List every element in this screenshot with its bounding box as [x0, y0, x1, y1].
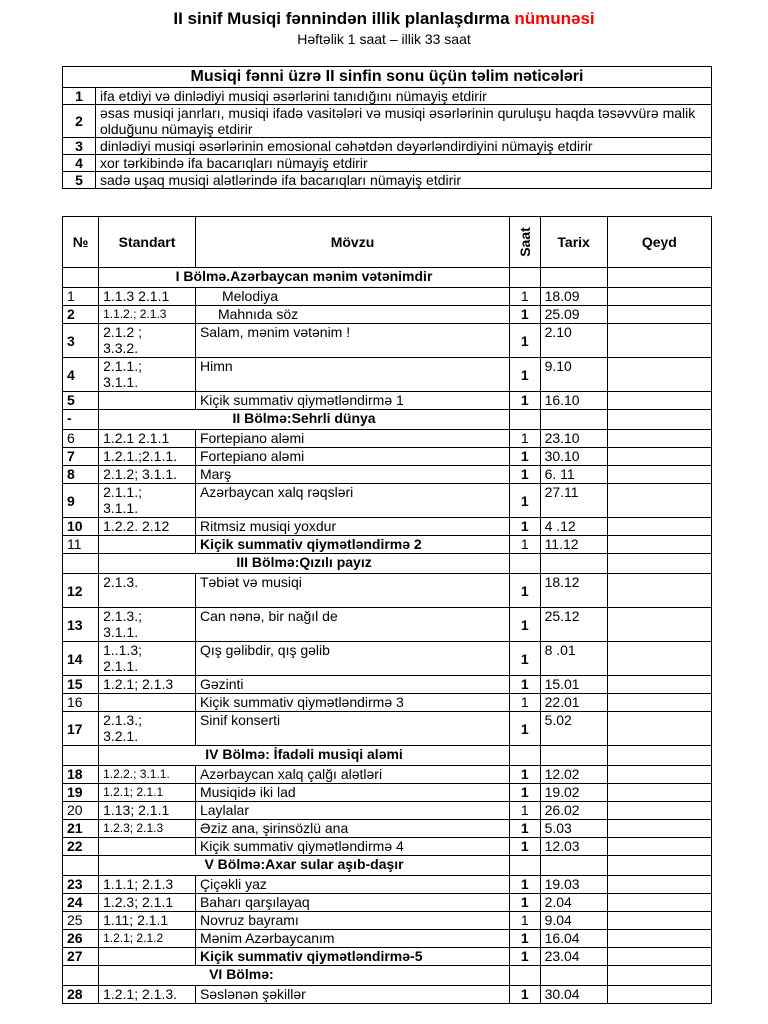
- lesson-topic: Ritmsiz musiqi yoxdur: [195, 518, 509, 536]
- lesson-number: 20: [63, 802, 99, 820]
- lesson-standard: 1..1.3; 2.1.1.: [99, 642, 196, 676]
- lesson-note: [607, 430, 711, 448]
- header-hours: [509, 217, 540, 268]
- section-marker: [63, 746, 99, 766]
- lesson-date: 19.03: [540, 876, 607, 894]
- lesson-date: 16.10: [540, 392, 607, 410]
- lesson-hours: 1: [509, 802, 540, 820]
- lesson-note: [607, 712, 711, 746]
- lesson-topic: Qış gəlibdir, qış gəlib: [195, 642, 509, 676]
- outcome-text: sadə uşaq musiqi alətlərində ifa bacarıqları nümayiş etdirir: [96, 172, 712, 189]
- lesson-date: 11.12: [540, 536, 607, 554]
- lesson-date: 18.12: [540, 574, 607, 608]
- section-row: [63, 966, 712, 986]
- lesson-hours: 1: [509, 448, 540, 466]
- table-row: [63, 642, 712, 676]
- lesson-number: 25: [63, 912, 99, 930]
- lesson-hours: 1: [509, 912, 540, 930]
- lesson-note: [607, 574, 711, 608]
- lesson-topic: Kiçik summativ qiymətləndirmə 3: [195, 694, 509, 712]
- lesson-date: 9.04: [540, 912, 607, 930]
- lesson-note: [607, 876, 711, 894]
- lesson-note: [607, 948, 711, 966]
- section-spacer: [540, 856, 607, 876]
- lesson-hours: 1: [509, 608, 540, 642]
- lesson-date: 12.03: [540, 838, 607, 856]
- lesson-hours: 1: [509, 288, 540, 306]
- lesson-date: 4 .12: [540, 518, 607, 536]
- section-spacer: [540, 966, 607, 986]
- plan-header-row: [63, 217, 712, 268]
- lesson-standard: [99, 694, 196, 712]
- table-row: [63, 288, 712, 306]
- section-title: III Bölmə:Qızılı payız: [99, 554, 510, 574]
- lesson-number: 10: [63, 518, 99, 536]
- table-row: [63, 930, 712, 948]
- table-row: [63, 876, 712, 894]
- lesson-date: 6. 11: [540, 466, 607, 484]
- lesson-hours: 1: [509, 930, 540, 948]
- outcome-text: dinlədiyi musiqi əsərlərinin emosional cəhətdən dəyərləndirdiyini nümayiş etdirir: [96, 138, 712, 155]
- lesson-date: 23.10: [540, 430, 607, 448]
- lesson-number: 7: [63, 448, 99, 466]
- lesson-date: 15.01: [540, 676, 607, 694]
- lesson-number: 14: [63, 642, 99, 676]
- lesson-number: 28: [63, 986, 99, 1004]
- lesson-number: 12: [63, 574, 99, 608]
- section-spacer: [607, 554, 711, 574]
- lesson-standard: 2.1.1.; 3.1.1.: [99, 484, 196, 518]
- outcome-text: ifa etdiyi və dinlədiyi musiqi əsərlərini tanıdığını nümayiş etdirir: [96, 88, 712, 105]
- section-spacer: [509, 966, 540, 986]
- lesson-note: [607, 392, 711, 410]
- lesson-note: [607, 518, 711, 536]
- section-spacer: [607, 268, 711, 288]
- outcome-row: [63, 138, 712, 155]
- lesson-number: 3: [63, 324, 99, 358]
- lesson-topic: Azərbaycan xalq rəqsləri: [195, 484, 509, 518]
- outcome-text: əsas musiqi janrları, musiqi ifadə vasitələri və musiqi əsərlərinin quruluşu haqda təsəvvürə malik olduğunu nümayiş etdirir: [96, 105, 712, 138]
- section-row: [63, 856, 712, 876]
- table-row: [63, 392, 712, 410]
- section-marker: [63, 268, 99, 288]
- lesson-hours: 1: [509, 642, 540, 676]
- lesson-note: [607, 608, 711, 642]
- lesson-standard: [99, 392, 196, 410]
- lesson-standard: 1.2.1; 2.1.1: [99, 784, 196, 802]
- lesson-hours: 1: [509, 784, 540, 802]
- lesson-number: 15: [63, 676, 99, 694]
- outcomes-heading: Musiqi fənni üzrə II sinfin sonu üçün təlim nəticələri: [63, 67, 712, 88]
- table-row: [63, 820, 712, 838]
- lesson-date: 25.12: [540, 608, 607, 642]
- lesson-topic: Azərbaycan xalq çalğı alətləri: [195, 766, 509, 784]
- lesson-topic: Melodiya: [195, 288, 509, 306]
- lesson-note: [607, 912, 711, 930]
- lesson-number: 16: [63, 694, 99, 712]
- lesson-standard: 2.1.3.; 3.1.1.: [99, 608, 196, 642]
- lesson-date: 5.03: [540, 820, 607, 838]
- lesson-number: 21: [63, 820, 99, 838]
- lesson-note: [607, 676, 711, 694]
- lesson-topic: Mənim Azərbaycanım: [195, 930, 509, 948]
- lesson-hours: 1: [509, 574, 540, 608]
- outcome-text: xor tərkibində ifa bacarıqları nümayiş etdirir: [96, 155, 712, 172]
- outcome-number: 2: [63, 105, 96, 138]
- lesson-topic: Marş: [195, 466, 509, 484]
- lesson-date: 30.04: [540, 986, 607, 1004]
- table-row: [63, 766, 712, 784]
- page-title: [0, 9, 768, 29]
- lesson-number: 19: [63, 784, 99, 802]
- table-row: [63, 608, 712, 642]
- section-spacer: [509, 554, 540, 574]
- lesson-note: [607, 802, 711, 820]
- lesson-date: 23.04: [540, 948, 607, 966]
- lesson-note: [607, 986, 711, 1004]
- lesson-hours: 1: [509, 536, 540, 554]
- table-row: [63, 430, 712, 448]
- lesson-hours: 1: [509, 694, 540, 712]
- lesson-hours: 1: [509, 948, 540, 966]
- section-title: I Bölmə.Azərbaycan mənim vətənimdir: [99, 268, 510, 288]
- lesson-topic: Mahnıda söz: [195, 306, 509, 324]
- lesson-standard: 2.1.1.; 3.1.1.: [99, 358, 196, 392]
- section-title: IV Bölmə: İfadəli musiqi aləmi: [99, 746, 510, 766]
- section-marker: [63, 554, 99, 574]
- lesson-note: [607, 448, 711, 466]
- section-spacer: [509, 268, 540, 288]
- lesson-hours: 1: [509, 986, 540, 1004]
- lesson-topic: Musiqidə iki lad: [195, 784, 509, 802]
- lesson-number: 26: [63, 930, 99, 948]
- lesson-number: 11: [63, 536, 99, 554]
- lesson-hours: 1: [509, 766, 540, 784]
- lesson-topic: Salam, mənim vətənim !: [195, 324, 509, 358]
- lesson-hours: 1: [509, 466, 540, 484]
- lesson-topic: Təbiət və musiqi: [195, 574, 509, 608]
- outcome-number: 3: [63, 138, 96, 155]
- lesson-note: [607, 766, 711, 784]
- lesson-standard: 1.13; 2.1.1: [99, 802, 196, 820]
- annual-plan-table: [62, 216, 712, 1004]
- outcome-row: [63, 155, 712, 172]
- lesson-note: [607, 642, 711, 676]
- lesson-note: [607, 820, 711, 838]
- section-spacer: [607, 746, 711, 766]
- section-marker: [63, 966, 99, 986]
- lesson-date: 2.10: [540, 324, 607, 358]
- table-row: [63, 574, 712, 608]
- section-title: V Bölmə:Axar sular aşıb-daşır: [99, 856, 510, 876]
- lesson-topic: Himn: [195, 358, 509, 392]
- section-spacer: [509, 410, 540, 430]
- table-row: [63, 448, 712, 466]
- lesson-standard: 2.1.2; 3.1.1.: [99, 466, 196, 484]
- title-accent: nümunəsi: [514, 9, 595, 28]
- lesson-note: [607, 466, 711, 484]
- lesson-standard: 2.1.3.: [99, 574, 196, 608]
- lesson-hours: 1: [509, 484, 540, 518]
- lesson-note: [607, 484, 711, 518]
- lesson-date: 12.02: [540, 766, 607, 784]
- lesson-standard: 1.2.3; 2.1.1: [99, 894, 196, 912]
- lesson-hours: 1: [509, 876, 540, 894]
- table-row: [63, 358, 712, 392]
- section-spacer: [607, 966, 711, 986]
- lesson-number: 1: [63, 288, 99, 306]
- lesson-standard: 1.2.1; 2.1.3: [99, 676, 196, 694]
- section-row: [63, 746, 712, 766]
- lesson-date: 5.02: [540, 712, 607, 746]
- section-title: II Bölmə:Sehrli dünya: [99, 410, 510, 430]
- lesson-standard: [99, 948, 196, 966]
- table-row: [63, 484, 712, 518]
- lesson-date: 27.11: [540, 484, 607, 518]
- lesson-hours: 1: [509, 712, 540, 746]
- lesson-hours: 1: [509, 306, 540, 324]
- lesson-note: [607, 930, 711, 948]
- lesson-hours: 1: [509, 392, 540, 410]
- lesson-note: [607, 694, 711, 712]
- lesson-hours: 1: [509, 820, 540, 838]
- table-row: [63, 948, 712, 966]
- lesson-date: 26.02: [540, 802, 607, 820]
- outcome-number: 5: [63, 172, 96, 189]
- lesson-number: 27: [63, 948, 99, 966]
- lesson-hours: 1: [509, 430, 540, 448]
- table-row: [63, 694, 712, 712]
- lesson-topic: Kiçik summativ qiymətləndirmə 2: [195, 536, 509, 554]
- lesson-number: 24: [63, 894, 99, 912]
- lesson-hours: 1: [509, 894, 540, 912]
- lesson-topic: Can nənə, bir nağıl de: [195, 608, 509, 642]
- lesson-number: 18: [63, 766, 99, 784]
- lesson-topic: Əziz ana, şirinsözlü ana: [195, 820, 509, 838]
- lesson-topic: Fortepiano aləmi: [195, 448, 509, 466]
- lesson-standard: 1.11; 2.1.1: [99, 912, 196, 930]
- lesson-topic: Çiçəkli yaz: [195, 876, 509, 894]
- lesson-number: 23: [63, 876, 99, 894]
- table-row: [63, 306, 712, 324]
- table-row: [63, 912, 712, 930]
- lesson-hours: 1: [509, 838, 540, 856]
- lesson-date: 2.04: [540, 894, 607, 912]
- lesson-date: 18.09: [540, 288, 607, 306]
- outcome-row: [63, 105, 712, 138]
- lesson-number: 9: [63, 484, 99, 518]
- lesson-standard: [99, 838, 196, 856]
- lesson-number: 2: [63, 306, 99, 324]
- header-hours-label: Saat: [516, 227, 533, 257]
- lesson-number: 5: [63, 392, 99, 410]
- lesson-topic: Gəzinti: [195, 676, 509, 694]
- section-marker: [63, 856, 99, 876]
- table-row: [63, 802, 712, 820]
- lesson-date: 16.04: [540, 930, 607, 948]
- lesson-hours: 1: [509, 358, 540, 392]
- table-row: [63, 712, 712, 746]
- lesson-date: 9.10: [540, 358, 607, 392]
- table-row: [63, 838, 712, 856]
- lesson-number: 17: [63, 712, 99, 746]
- section-spacer: [607, 410, 711, 430]
- page-subtitle: Həftəlik 1 saat – illik 33 saat: [297, 31, 471, 47]
- table-row: [63, 536, 712, 554]
- lesson-note: [607, 358, 711, 392]
- lesson-hours: 1: [509, 324, 540, 358]
- section-spacer: [540, 268, 607, 288]
- section-row: [63, 554, 712, 574]
- table-row: [63, 324, 712, 358]
- lesson-standard: 1.2.2.; 3.1.1.: [99, 766, 196, 784]
- lesson-date: 8 .01: [540, 642, 607, 676]
- lesson-note: [607, 324, 711, 358]
- lesson-number: 6: [63, 430, 99, 448]
- table-row: [63, 518, 712, 536]
- lesson-note: [607, 288, 711, 306]
- lesson-standard: 1.1.3 2.1.1: [99, 288, 196, 306]
- section-row: [63, 410, 712, 430]
- section-spacer: [509, 856, 540, 876]
- table-row: [63, 676, 712, 694]
- section-spacer: [540, 554, 607, 574]
- lesson-date: 19.02: [540, 784, 607, 802]
- lesson-date: 25.09: [540, 306, 607, 324]
- lesson-number: 4: [63, 358, 99, 392]
- header-topic: Mövzu: [195, 217, 509, 268]
- section-marker: -: [63, 410, 99, 430]
- outcome-row: [63, 172, 712, 189]
- lesson-note: [607, 894, 711, 912]
- outcome-row: [63, 88, 712, 105]
- table-row: [63, 894, 712, 912]
- lesson-standard: 1.2.1.;2.1.1.: [99, 448, 196, 466]
- lesson-topic: Kiçik summativ qiymətləndirmə 1: [195, 392, 509, 410]
- lesson-number: 13: [63, 608, 99, 642]
- lesson-standard: 1.2.1; 2.1.2: [99, 930, 196, 948]
- title-main: II sinif Musiqi fənnindən illik planlaşdırma: [173, 9, 515, 28]
- lesson-hours: 1: [509, 676, 540, 694]
- header-note: Qeyd: [607, 217, 711, 268]
- lesson-topic: Kiçik summativ qiymətləndirmə-5: [195, 948, 509, 966]
- lesson-topic: Baharı qarşılayaq: [195, 894, 509, 912]
- section-spacer: [509, 746, 540, 766]
- lesson-date: 22.01: [540, 694, 607, 712]
- lesson-number: 22: [63, 838, 99, 856]
- lesson-standard: 1.2.1 2.1.1: [99, 430, 196, 448]
- lesson-topic: Novruz bayramı: [195, 912, 509, 930]
- lesson-note: [607, 306, 711, 324]
- outcome-number: 4: [63, 155, 96, 172]
- lesson-note: [607, 536, 711, 554]
- lesson-date: 30.10: [540, 448, 607, 466]
- lesson-topic: Laylalar: [195, 802, 509, 820]
- outcomes-heading-row: [63, 67, 712, 88]
- lesson-topic: Fortepiano aləmi: [195, 430, 509, 448]
- lesson-standard: 1.1.1; 2.1.3: [99, 876, 196, 894]
- lesson-standard: 2.1.3.; 3.2.1.: [99, 712, 196, 746]
- header-standard: Standart: [99, 217, 196, 268]
- lesson-note: [607, 838, 711, 856]
- plan-body: [63, 268, 712, 1004]
- section-spacer: [607, 856, 711, 876]
- lesson-standard: 1.1.2.; 2.1.3: [99, 306, 196, 324]
- lesson-standard: 1.2.3; 2.1.3: [99, 820, 196, 838]
- section-spacer: [540, 410, 607, 430]
- lesson-standard: [99, 536, 196, 554]
- header-number: №: [63, 217, 99, 268]
- lesson-note: [607, 784, 711, 802]
- table-row: [63, 986, 712, 1004]
- outcome-number: 1: [63, 88, 96, 105]
- lesson-standard: 1.2.2. 2.12: [99, 518, 196, 536]
- learning-outcomes-table: [62, 66, 712, 189]
- table-row: [63, 784, 712, 802]
- lesson-standard: 1.2.1; 2.1.3.: [99, 986, 196, 1004]
- header-date: Tarix: [540, 217, 607, 268]
- lesson-hours: 1: [509, 518, 540, 536]
- table-row: [63, 466, 712, 484]
- section-title: VI Bölmə:: [99, 966, 510, 986]
- lesson-number: 8: [63, 466, 99, 484]
- lesson-topic: Səslənən şəkillər: [195, 986, 509, 1004]
- lesson-standard: 2.1.2 ; 3.3.2.: [99, 324, 196, 358]
- lesson-topic: Sinif konserti: [195, 712, 509, 746]
- section-spacer: [540, 746, 607, 766]
- section-row: [63, 268, 712, 288]
- lesson-topic: Kiçik summativ qiymətləndirmə 4: [195, 838, 509, 856]
